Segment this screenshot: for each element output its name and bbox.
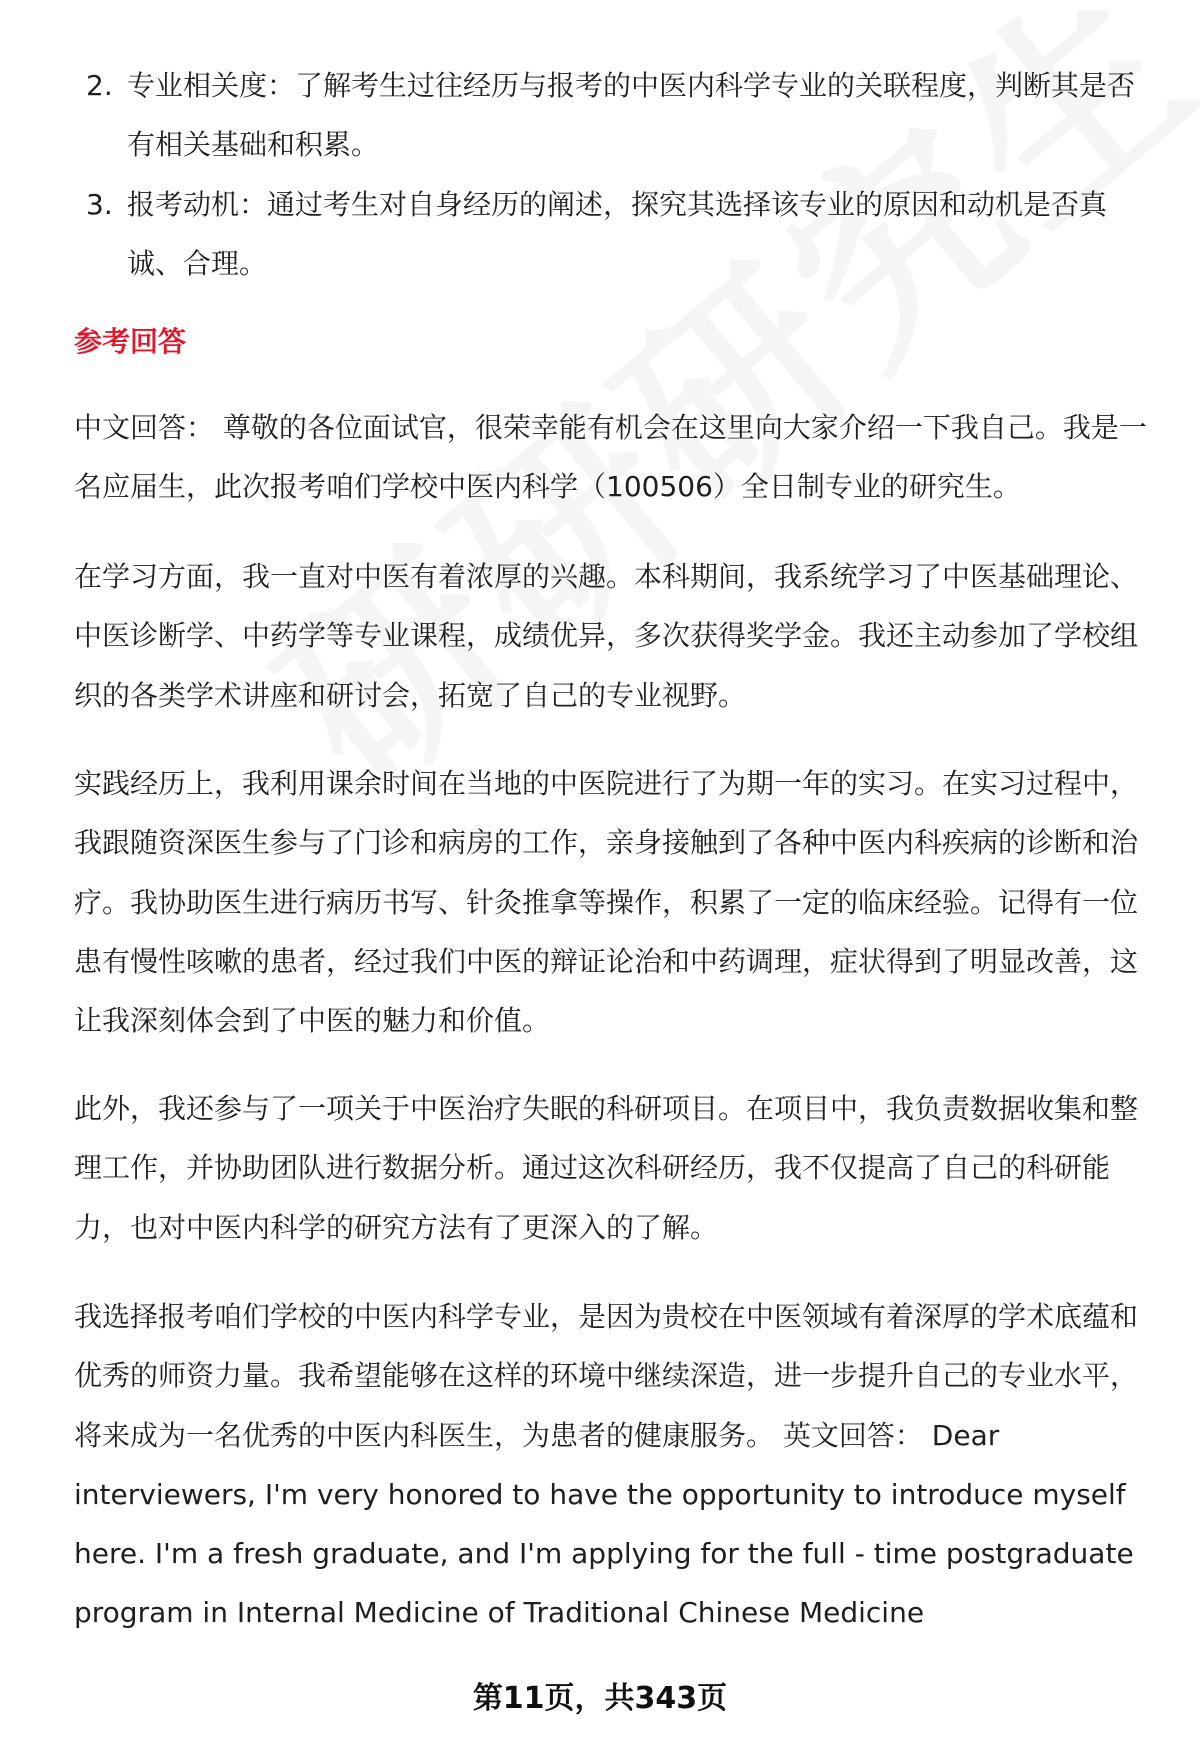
list-number: 2. <box>86 69 113 102</box>
answer-paragraph: 实践经历上，我利用课余时间在当地的中医院进行了为期一年的实习。在实习过程中，我跟随资深医生参与了门诊和病房的工作，亲身接触到了各种中医内科疾病的诊断和治疗。我协助医生进行病历书写、针灸推拿等操作，积累了一定的临床经验。记得有一位患有慢性咳嗽的患者，经过我们中医的辩证论治和中药调理，症状得到了明显改善，这让我深刻体会到了中医的魅力和价值。 <box>74 767 1139 1038</box>
criteria-list <box>74 56 1154 294</box>
list-text: 报考动机：通过考生对自身经历的阐述，探究其选择该专业的原因和动机是否真诚、合理。 <box>127 188 1108 280</box>
answer-paragraph: 在学习方面，我一直对中医有着浓厚的兴趣。本科期间，我系统学习了中医基础理论、中医诊断学、中药学等专业课程，成绩优异，多次获得奖学金。我还主动参加了学校组织的各类学术讲座和研讨会，拓宽了自己的专业视野。 <box>74 560 1139 712</box>
list-item <box>74 56 1154 174</box>
answer-paragraph: 我选择报考咱们学校的中医内科学专业，是因为贵校在中医领域有着深厚的学术底蕴和优秀的师资力量。我希望能够在这样的环境中继续深造，进一步提升自己的专业水平，将来成为一名优秀的中医内科医生，为患者的健康服务。 英文回答： Dear interviewers, I'm very honored to have the opportunity to introduce myself here. I'm a fresh graduate, and I'm applying for the full - time postgraduate program in Internal Medicine of Traditional Chinese Medicine <box>74 1300 1139 1630</box>
answer-paragraph: 中文回答： 尊敬的各位面试官，很荣幸能有机会在这里向大家介绍一下我自己。我是一名应届生，此次报考咱们学校中医内科学（100506）全日制专业的研究生。 <box>74 411 1147 504</box>
answer-paragraph: 此外，我还参与了一项关于中医治疗失眠的科研项目。在项目中，我负责数据收集和整理工作，并协助团队进行数据分析。通过这次科研经历，我不仅提高了自己的科研能力，也对中医内科学的研究方法有了更深入的了解。 <box>74 1092 1139 1244</box>
list-item <box>74 175 1154 293</box>
section-heading: 参考回答 <box>74 325 187 358</box>
list-number: 3. <box>86 188 113 221</box>
page-number: 第11页，共343页 <box>472 1681 728 1716</box>
list-text: 专业相关度：了解考生过往经历与报考的中医内科学专业的关联程度，判断其是否有相关基础和积累。 <box>127 69 1136 161</box>
